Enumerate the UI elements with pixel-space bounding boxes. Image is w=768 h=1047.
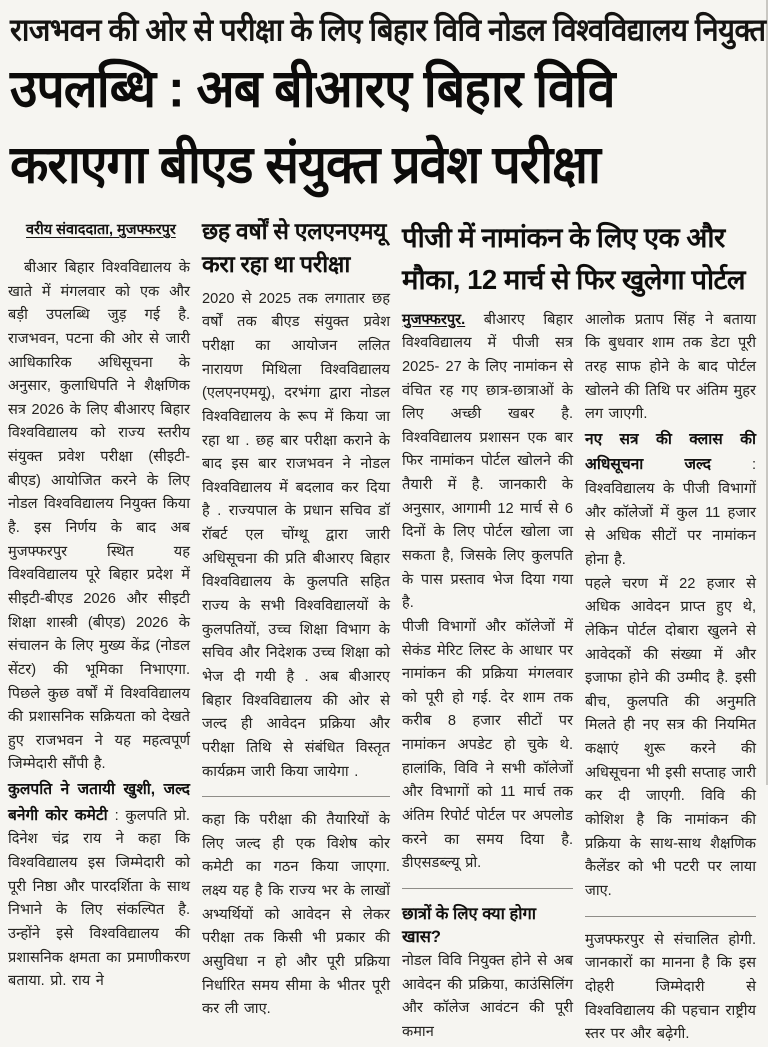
main-headline — [10, 51, 756, 202]
col1-inline-subhead: कुलपति ने जतायी खुशी, जल्द बनेगी कोर कमेटी — [8, 781, 190, 824]
col2-paragraph-2: कहा कि परीक्षा की तैयारियों के लिए जल्द ही एक विशेष कोर कमेटी का गठन किया जाएगा. लक्ष्य यह है कि राज्य भर के लाखों अभ्यर्थियों को आवेदन से लेकर परीक्षा तक किसी भी प्रकार की असुविधा न हो और पूरी प्रक्रिया निर्धारित समय सीमा के भीतर पूरी कर ली जाए. — [202, 812, 390, 1018]
col4-paragraph-2-text: : विश्वविद्यालय के पीजी विभागों और कॉलेजों में कुल 11 हजार से अधिक सीटों पर नामांकन होना है. — [585, 457, 756, 568]
column-3 — [402, 309, 573, 1045]
dateline: मुजफ्फरपुर. — [402, 311, 466, 328]
col4-divider — [585, 916, 756, 917]
right-section-columns — [402, 309, 756, 1047]
col2-subhead-line1: छह वर्षों से एलएनएमयू — [202, 218, 387, 244]
article-columns — [8, 205, 756, 1047]
col2-paragraph-1: 2020 से 2025 तक लगातार छह वर्षों तक बीएड संयुक्त प्रवेश परीक्षा का आयोजन ललित नारायण मिथिला विश्वविद्यालय (एलएनएमयू), दरभंगा द्वारा नोडल विश्वविद्यालय के रूप में किया जा रहा था . छह बार परीक्षा कराने के बाद इस बार राजभवन ने नोडल विश्वविद्यालय में बदलाव कर दिया है . राज्यपाल के प्रधान सचिव डॉ रॉबर्ट एल चोंग्थू द्वारा जारी अधिसूचना की प्रति बीआरए बिहार विश्वविद्यालय के कुलपति सहित राज्य के सभी विश्वविद्यालयों के कुलपतियों, उच्च शिक्षा विभाग के सचिव और निदेशक उच्च शिक्षा को भेज दी गयी है . अब बीआरए बिहार विश्वविद्यालय की ओर से जल्द ही आवेदन प्रक्रिया और परीक्षा तिथि से संबंधित विस्तृत कार्यक्रम जारी किया जायेगा . — [202, 290, 390, 780]
col3-divider — [402, 888, 573, 889]
col3-paragraph-3: नोडल विवि नियुक्त होने से अब आवेदन की प्रक्रिया, काउंसिलिंग और कॉलेज आवंटन की पूरी कमान — [402, 952, 573, 1040]
right-headline-line1: पीजी में नामांकन के लिए एक और — [402, 222, 725, 253]
right-section-headline — [402, 217, 756, 301]
column-1 — [8, 205, 190, 994]
col1-paragraph-2-text: : कुलपति प्रो. दिनेश चंद्र राय ने कहा कि विश्वविद्यालय इस जिम्मेदारी को पूरी निष्ठा और पारदर्शिता के साथ निभाने के लिए संकल्पित है. उन्होंने इसे विश्वविद्यालय की प्रशासनिक क्षमता का प्रमाणीकरण बताया. प्रो. राय ने — [8, 807, 190, 990]
col4-paragraph-3: पहले चरण में 22 हजार से अधिक आवेदन प्राप्त हुए थे, लेकिन पोर्टल दोबारा खुलने से आवेदकों की संख्या में और इजाफा होने की उम्मीद है. इसी बीच, कुलपति की अनुमति मिलते ही नए सत्र की नियमित कक्षाएं शुरू करने की अधिसूचना भी इसी सप्ताह जारी कर दी जाएगी. विवि की कोशिश है कि नामांकन की प्रक्रिया के साथ-साथ शैक्षणिक कैलेंडर को भी पटरी पर लाया जाए. — [585, 575, 756, 899]
main-headline-line1: उपलब्धि : अब बीआरए बिहार विवि — [10, 59, 615, 119]
col2-divider — [202, 796, 390, 797]
col1-paragraph-1: बीआर बिहार विश्वविद्यालय के खाते में मंगलवार को एक और बड़ी उपलब्धि जुड़ गई है. राजभवन, पटना की ओर से जारी आधिकारिक अधिसूचना के अनुसार, कुलाधिपति ने शैक्षणिक सत्र 2026 के लिए बीआरए बिहार विश्वविद्यालय को राज्य स्तरीय संयुक्त प्रवेश परीक्षा (सीइटी-बीएड) आयोजित करने के लिए नोडल विश्वविद्यालय नियुक्त किया है. इस निर्णय के बाद अब मुजफ्फरपुर स्थित यह विश्वविद्यालय पूरे बिहार प्रदेश में सीइटी-बीएड 2026 और सीइटी शिक्षा शास्त्री (बीएड) 2026 के संचालन के लिए मुख्य केंद्र (नोडल सेंटर) की भूमिका निभाएगा. पिछले कुछ वर्षों में विश्वविद्यालय की प्रशासनिक सक्रियता को देखते हुए राजभवन ने यह महत्वपूर्ण जिम्मेदारी सौंपी है. — [8, 260, 190, 773]
col4-paragraph-2 — [585, 427, 756, 573]
column-2 — [202, 205, 390, 1022]
kicker-headline: राजभवन की ओर से परीक्षा के लिए बिहार विवि नोडल विश्वविद्यालय नियुक्त — [10, 13, 766, 48]
col4-inline-subhead: नए सत्र की क्लास की अधिसूचना जल्द — [585, 430, 756, 474]
col2-subhead — [202, 215, 390, 282]
col4-paragraph-4: मुजफ्फरपुर से संचालित होगी. जानकारों का मानना है कि इस दोहरी जिम्मेदारी से विश्वविद्यालय की पहचान राष्ट्रीय स्तर पर और बढ़ेगी. — [585, 931, 756, 1043]
column-4 — [585, 309, 756, 1047]
col3-paragraph-1 — [402, 309, 573, 616]
col3-paragraph-1-text: बीआरए बिहार विश्वविद्यालय में पीजी सत्र 2025- 27 के लिए नामांकन से वंचित रह गए छात्र-छात्राओं के लिए अच्छी खबर है. विश्वविद्यालय प्रशासन एक बार फिर नामांकन पोर्टल खोलने की तैयारी में है. जानकारी के अनुसार, आगामी 12 मार्च से 6 दिनों के लिए पोर्टल खोला जा सकता है, जिसके लिए कुलपति के पास प्रस्ताव भेज दिया गया है. — [402, 311, 573, 612]
col2-subhead-line2: करा रहा था परीक्षा — [202, 251, 351, 278]
right-headline-line2: मौका, 12 मार्च से फिर खुलेगा पोर्टल — [402, 263, 746, 295]
col4-paragraph-1: आलोक प्रताप सिंह ने बताया कि बुधवार शाम तक डेटा पूरी तरह साफ होने के बाद पोर्टल खोलने की तिथि पर अंतिम मुहर लग जाएगी. — [585, 311, 756, 423]
main-headline-line2: कराएगा बीएड संयुक्त प्रवेश परीक्षा — [10, 135, 600, 194]
byline: वरीय संवाददाता, मुजफ्फरपुर — [26, 222, 176, 238]
right-section — [402, 205, 756, 1047]
col3-paragraph-2: पीजी विभागों और कॉलेजों में सेकंड मेरिट लिस्ट के आधार पर नामांकन की प्रक्रिया मंगलवार को पूरी हो गई. देर शाम तक करीब 8 हजार सीटों पर नामांकन अपडेट हो चुके थे. हालांकि, विवि ने सभी कॉलेजों और विभागों को 11 मार्च तक अंतिम रिपोर्ट पोर्टल पर अपलोड करने का समय दिया है. डीएसडब्ल्यू प्रो. — [402, 618, 573, 872]
col1-paragraph-2 — [8, 777, 190, 994]
col3-minihead: छात्रों के लिए क्या होगा खास? — [402, 904, 537, 946]
